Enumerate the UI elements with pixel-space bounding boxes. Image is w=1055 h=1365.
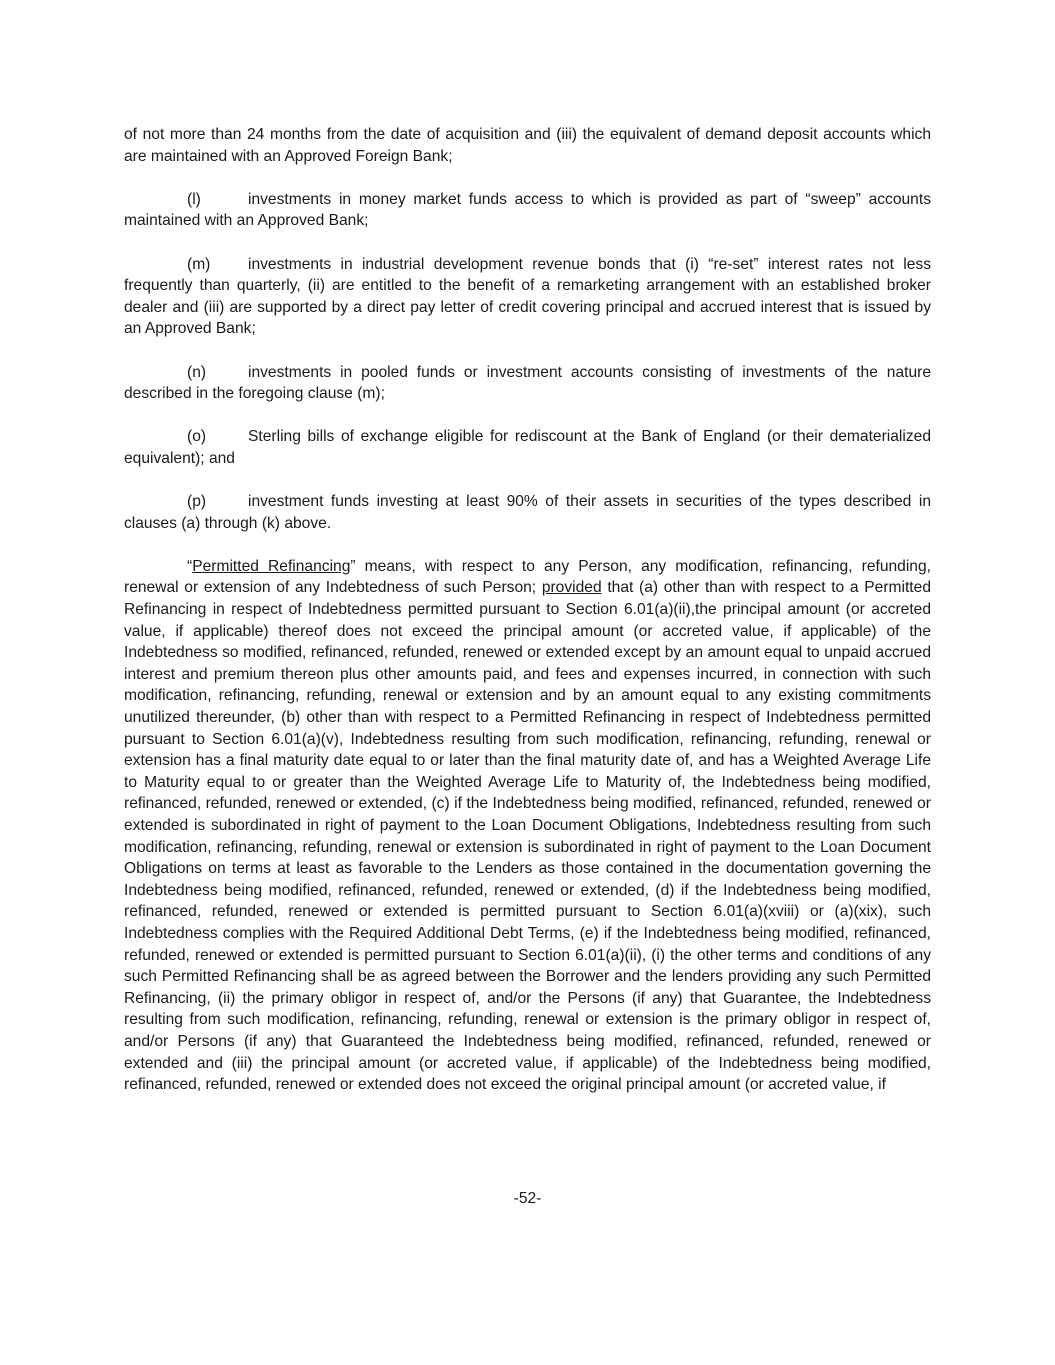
clause-label: (n) bbox=[187, 363, 207, 381]
clause-n bbox=[124, 362, 931, 405]
clause-text: investments in money market funds access to which is provided as part of “sweep” accounts maintained with an Approved Bank; bbox=[124, 190, 931, 230]
clause-label: (o) bbox=[187, 428, 207, 446]
clause-p bbox=[124, 491, 931, 534]
permitted-refinancing-definition bbox=[124, 556, 931, 1096]
proviso-term: provided bbox=[541, 579, 602, 597]
clause-l bbox=[124, 189, 931, 232]
document-page bbox=[124, 124, 931, 1096]
clause-m bbox=[124, 254, 931, 340]
page-number: -52- bbox=[513, 1190, 542, 1207]
clause-o bbox=[124, 426, 931, 469]
clause-text: investments in industrial development revenue bonds that (i) “re-set” interest rates not less frequently than quarterly, (ii) are entitled to the benefit of a remarketing arrangement with an established broker dealer and (iii) are supported by a direct pay letter of credit covering principal and accrued interest that is issued by an Approved Bank; bbox=[124, 255, 931, 338]
lead-paragraph: of not more than 24 months from the date of acquisition and (iii) the equivalent of demand deposit accounts which are maintained with an Approved Foreign Bank; bbox=[124, 126, 931, 165]
clause-label: (p) bbox=[187, 493, 207, 511]
clause-text: Sterling bills of exchange eligible for rediscount at the Bank of England (or their dematerialized equivalent); and bbox=[124, 428, 931, 467]
definition-lead: ” means, with respect to any Person, any modification, refinancing, refunding, renewal or extension of any Indebtedness of such Person; bbox=[124, 557, 931, 597]
clause-text: investments in pooled funds or investment accounts consisting of investments of the nature described in the foregoing clause (m); bbox=[124, 363, 931, 403]
defined-term: Permitted Refinancing bbox=[192, 557, 351, 575]
clause-label: (m) bbox=[187, 255, 211, 273]
clause-text: investment funds investing at least 90% of their assets in securities of the types described in clauses (a) through (k) above. bbox=[124, 493, 931, 532]
definition-open-quote: “ bbox=[187, 557, 193, 575]
clause-label: (l) bbox=[187, 190, 201, 208]
definition-body: that (a) other than with respect to a Permitted Refinancing in respect of Indebtedness permitted pursuant to Section 6.01(a)(ii),the principal amount (or accreted value, if applicable) thereof does not exceed the principal amount (or accreted value, if applicable) of the Indebtedness so modified, refinanced, refunded, renewed or extended except by an amount equal to unpaid accrued interest and premium thereon plus other amounts paid, and fees and expenses incurred, in connection with such modification, refinancing, refunding, renewal or extension and by an amount equal to any existing commitments unutilized thereunder, (b) other than with respect to a Permitted Refinancing in respect of Indebtedness permitted pursuant to Section 6.01(a)(v), Indebtedness resulting from such modification, refinancing, refunding, renewal or extension has a final maturity date equal to or later than the final maturity date of, and has a Weighted Average Life to Maturity equal to or greater than the Weighted Average Life to Maturity of, the Indebtedness being modified, refinanced, refunded, renewed or extended, (c) if the Indebtedness being modified, refinanced, refunded, renewed or extended is subordinated in right of payment to the Loan Document Obligations, Indebtedness resulting from such modification, refinancing, refunding, renewal or extension is subordinated in right of payment to the Loan Document Obligations on terms at least as favorable to the Lenders as those contained in the documentation governing the Indebtedness being modified, refinanced, refunded, renewed or extended, (d) if the Indebtedness being modified, refinanced, refunded, renewed or extended is permitted pursuant to Section 6.01(a)(xviii) or (a)(xix), such Indebtedness complies with the Required Additional Debt Terms, (e) if the Indebtedness being modified, refinanced, refunded, renewed or extended is permitted pursuant to Section 6.01(a)(ii), (i) the other terms and conditions of any such Permitted Refinancing shall be as agreed between the Borrower and the lenders providing any such Permitted Refinancing, (ii) the primary obligor in respect of, and/or the Persons (if any) that Guarantee, the Indebtedness resulting from such modification, refinancing, refunding, renewal or extension is the primary obligor in respect of, and/or Persons (if any) that Guaranteed the Indebtedness being modified, refinanced, refunded, renewed or extended and (iii) the principal amount (or accreted value, if applicable) of the Indebtedness being modified, refinanced, refunded, renewed or extended does not exceed the original principal amount (or accreted value, if bbox=[124, 579, 931, 1094]
